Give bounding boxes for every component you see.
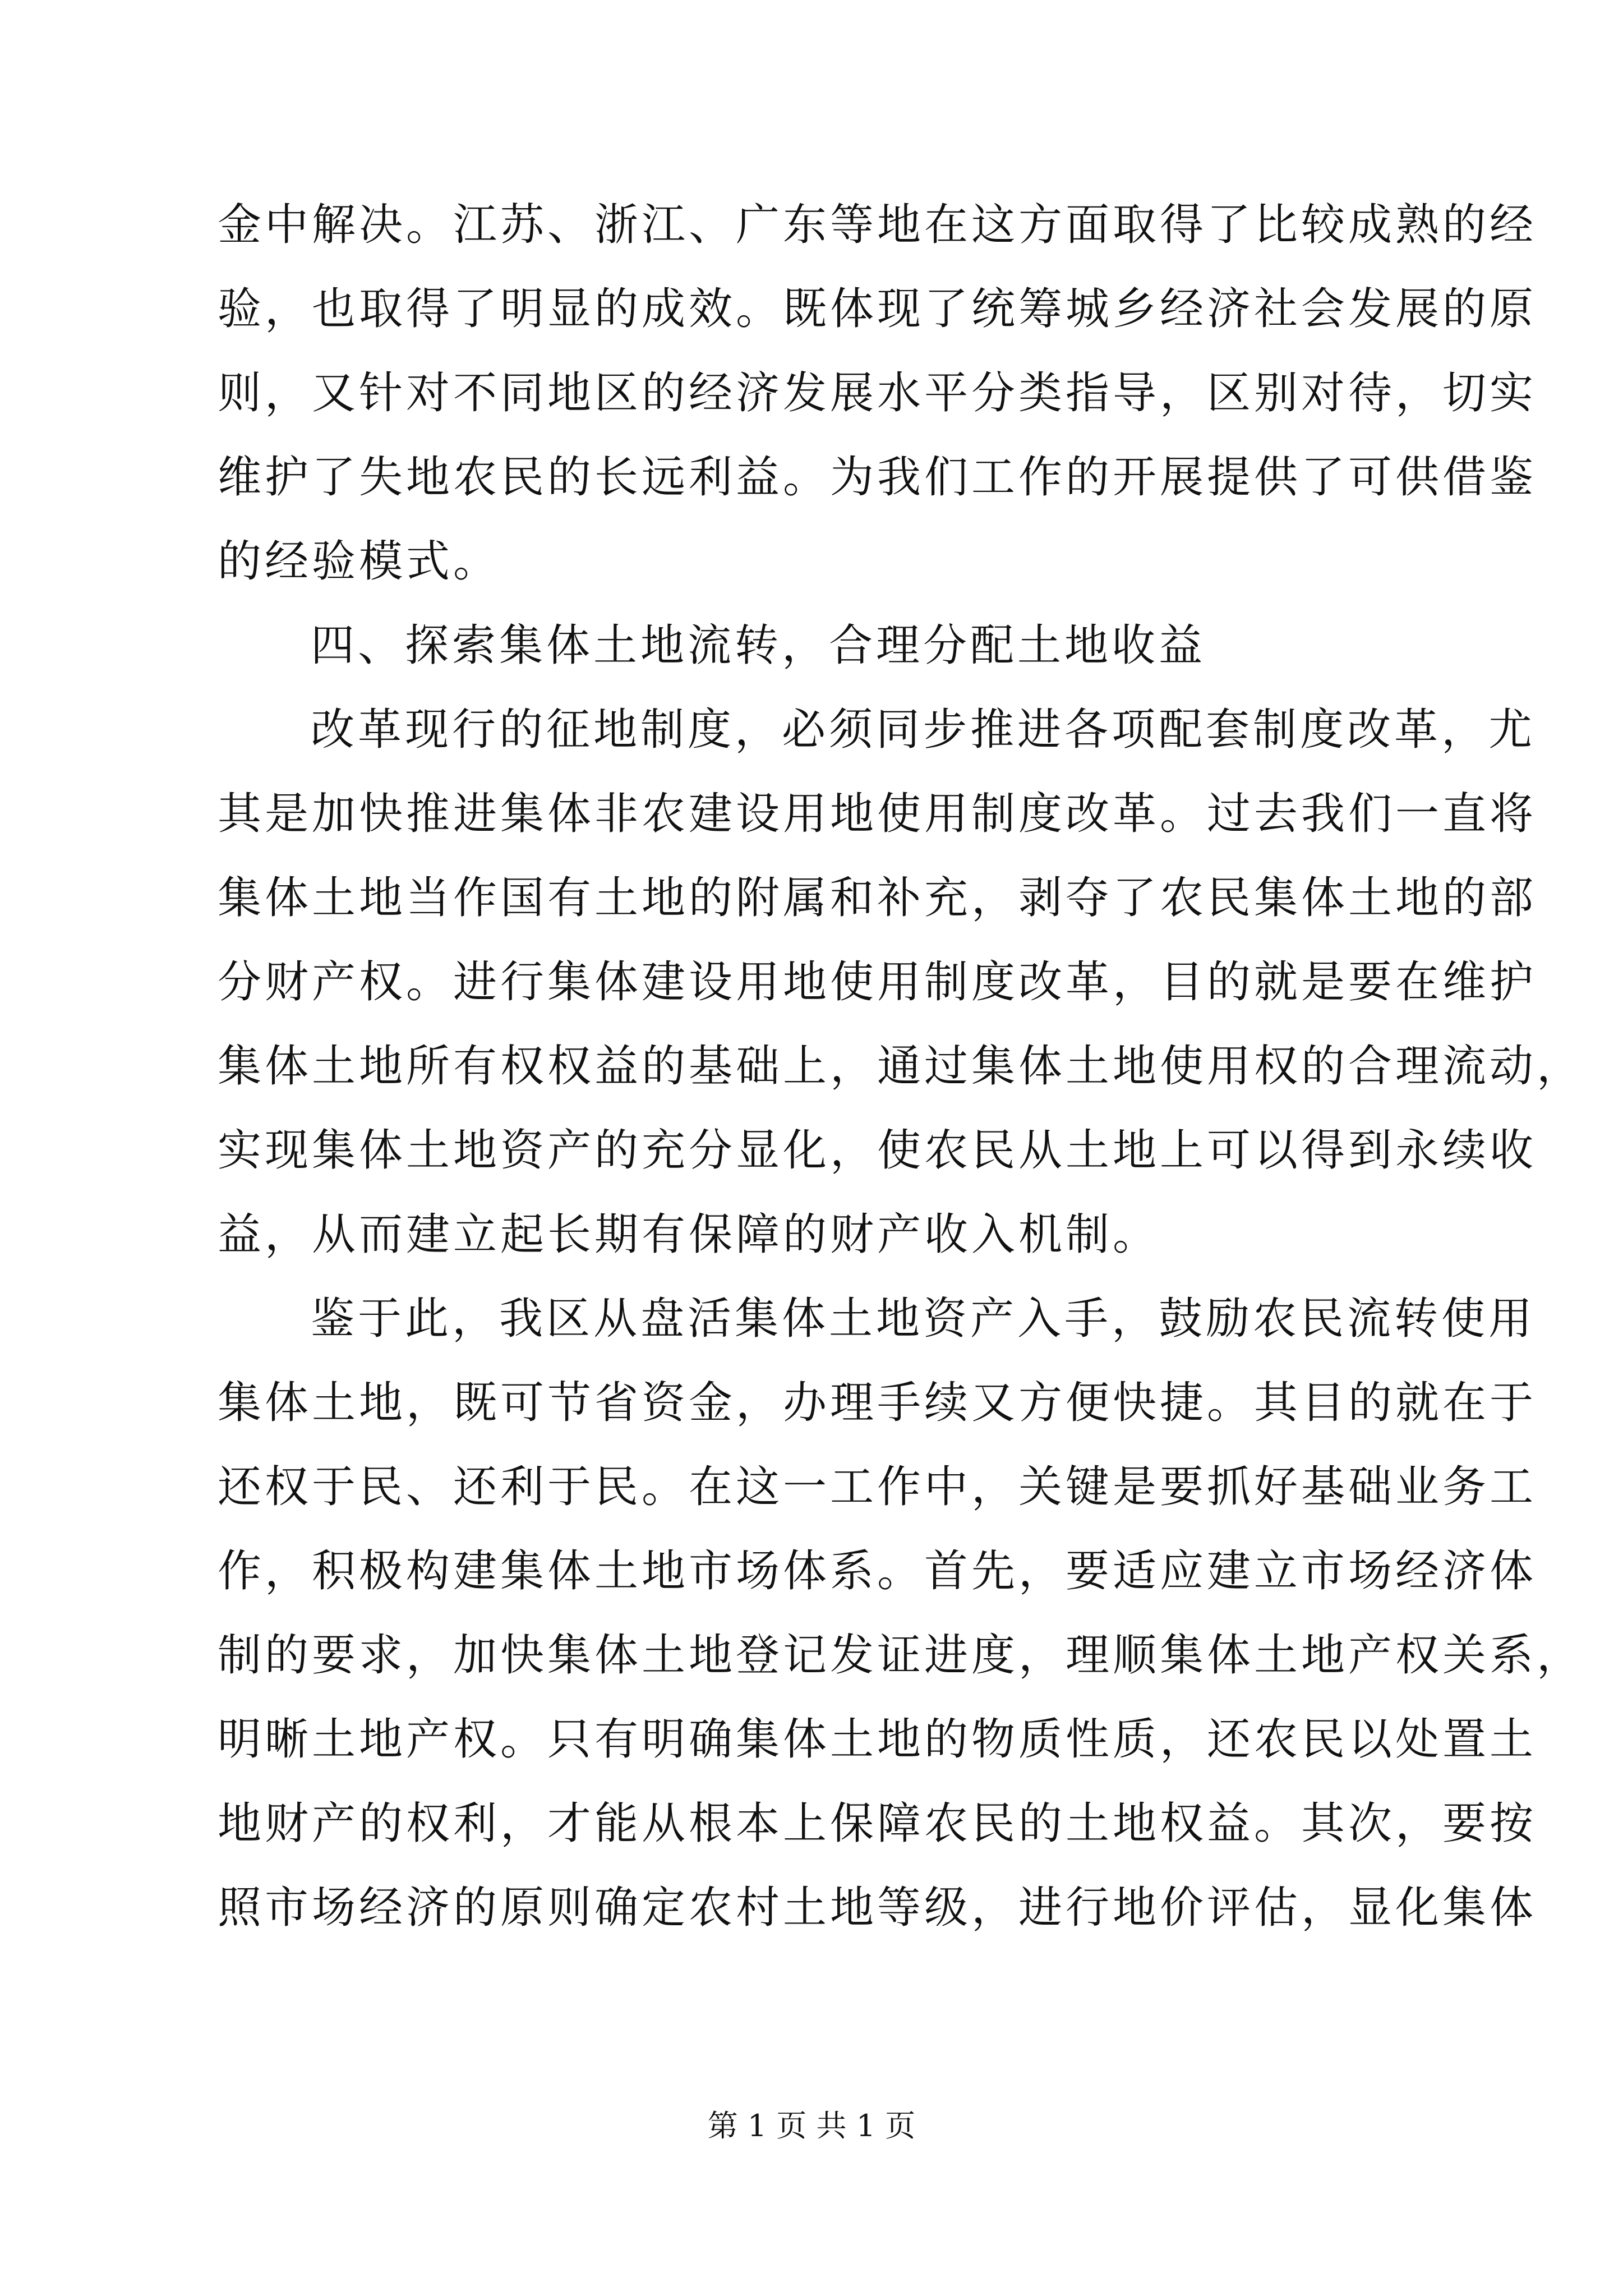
- text-line: 地财产的权利，才能从根本上保障农民的土地权益。其次，要按: [218, 1798, 1537, 1849]
- text-line: 集体土地当作国有土地的附属和补充，剥夺了农民集体土地的部: [218, 873, 1537, 923]
- text-line: 鉴于此，我区从盘活集体土地资产入手，鼓励农民流转使用: [311, 1294, 1536, 1344]
- text-line: 改革现行的征地制度，必须同步推进各项配套制度改革，尤: [311, 705, 1536, 755]
- text-line: 分财产权。进行集体建设用地使用制度改革，目的就是要在维护: [218, 957, 1537, 1007]
- text-line: 益，从而建立起长期有保障的财产收入机制。: [218, 1209, 1160, 1260]
- text-line: 作，积极构建集体土地市场体系。首先，要适应建立市场经济体: [218, 1546, 1537, 1596]
- text-line: 集体土地，既可节省资金，办理手续又方便快捷。其目的就在于: [218, 1378, 1537, 1428]
- text-line: 实现集体土地资产的充分显化，使农民从土地上可以得到永续收: [218, 1125, 1537, 1176]
- text-line: 则，又针对不同地区的经济发展水平分类指导，区别对待，切实: [218, 368, 1537, 418]
- text-line: 的经验模式。: [218, 536, 501, 587]
- text-line: 验，也取得了明显的成效。既体现了统筹城乡经济社会发展的原: [218, 284, 1537, 334]
- text-line: 还权于民、还利于民。在这一工作中，关键是要抓好基础业务工: [218, 1462, 1537, 1512]
- text-line: 制的要求，加快集体土地登记发证进度，理顺集体土地产权关系，: [218, 1630, 1584, 1681]
- text-line: 维护了失地农民的长远利益。为我们工作的开展提供了可供借鉴: [218, 452, 1537, 503]
- text-line: 其是加快推进集体非农建设用地使用制度改革。过去我们一直将: [218, 789, 1537, 839]
- text-line: 明晰土地产权。只有明确集体土地的物质性质，还农民以处置土: [218, 1714, 1537, 1765]
- text-line: 照市场经济的原则确定农村土地等级，进行地价评估，显化集体: [218, 1883, 1537, 1933]
- section-heading: 四、探索集体土地流转，合理分配土地收益: [311, 620, 1206, 671]
- text-line: 金中解决。江苏、浙江、广东等地在这方面取得了比较成熟的经: [218, 200, 1537, 250]
- page-number-footer: 第 1 页 共 1 页: [707, 2108, 916, 2143]
- text-line: 集体土地所有权权益的基础上，通过集体土地使用权的合理流动，: [218, 1041, 1584, 1092]
